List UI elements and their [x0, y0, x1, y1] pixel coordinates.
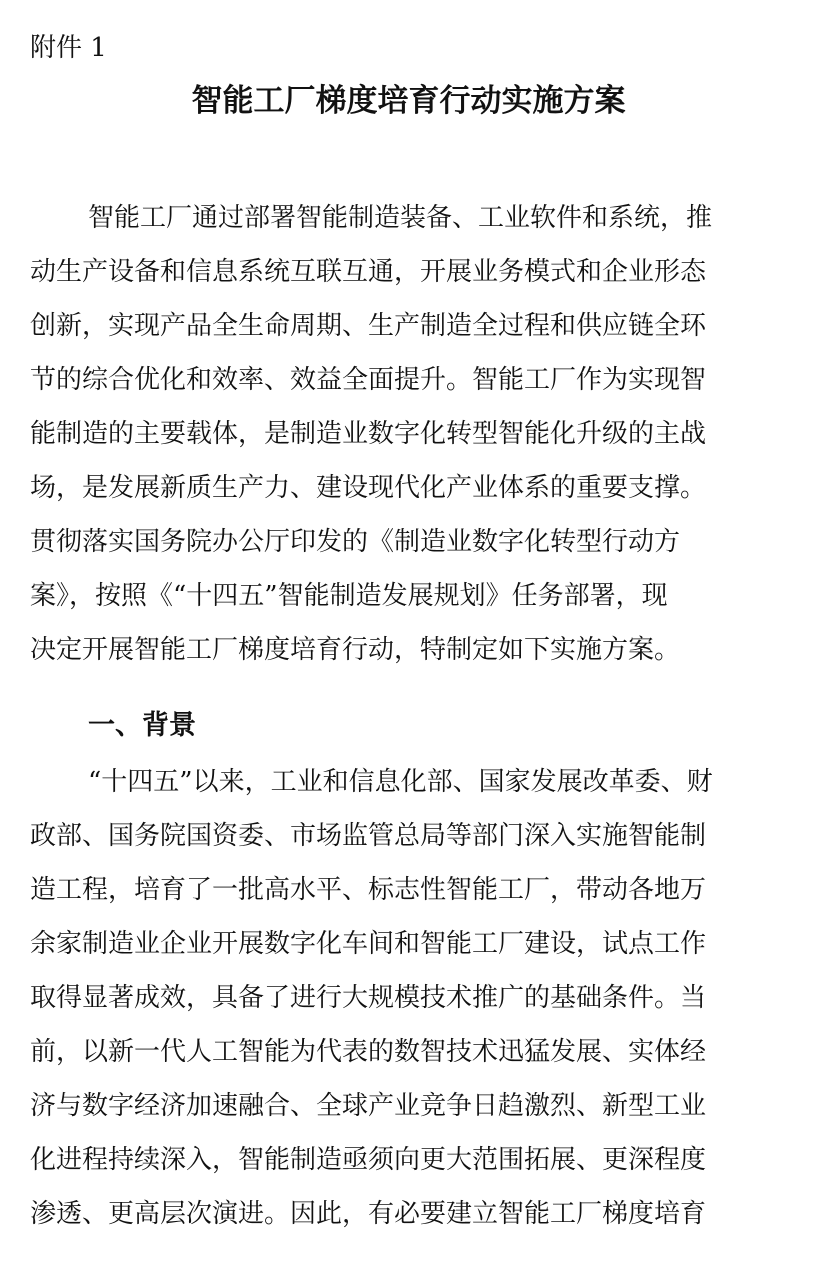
section-heading: 一、背景	[88, 710, 196, 741]
intro-line: 案》，按照《“十四五”智能制造发展规划》任务部署，现	[30, 581, 668, 611]
intro-line: 贯彻落实国务院办公厅印发的《制造业数字化转型行动方	[30, 527, 681, 557]
intro-line: 决定开展智能工厂梯度培育行动，特制定如下实施方案。	[30, 635, 681, 665]
background-line: “十四五”以来，工业和信息化部、国家发展改革委、财	[88, 767, 713, 797]
attachment-label: 附件 1	[30, 33, 107, 63]
intro-line: 智能工厂通过部署智能制造装备、工业软件和系统，推	[88, 203, 713, 233]
background-line: 取得显著成效，具备了进行大规模技术推广的基础条件。当	[30, 983, 707, 1013]
background-line: 济与数字经济加速融合、全球产业竞争日趋激烈、新型工业	[30, 1091, 707, 1121]
background-line: 余家制造业企业开展数字化车间和智能工厂建设，试点工作	[30, 929, 707, 959]
background-line: 前，以新一代人工智能为代表的数智技术迅猛发展、实体经	[30, 1037, 707, 1067]
background-line: 造工程，培育了一批高水平、标志性智能工厂，带动各地万	[30, 875, 707, 905]
intro-line: 能制造的主要载体，是制造业数字化转型智能化升级的主战	[30, 419, 707, 449]
background-line: 政部、国务院国资委、市场监管总局等部门深入实施智能制	[30, 821, 707, 851]
intro-line: 节的综合优化和效率、效益全面提升。智能工厂作为实现智	[30, 365, 707, 395]
background-line: 化进程持续深入，智能制造亟须向更大范围拓展、更深程度	[30, 1145, 707, 1175]
intro-line: 创新，实现产品全生命周期、生产制造全过程和供应链全环	[30, 311, 707, 341]
intro-line: 场，是发展新质生产力、建设现代化产业体系的重要支撑。	[30, 473, 707, 503]
intro-line: 动生产设备和信息系统互联互通，开展业务模式和企业形态	[30, 257, 707, 287]
background-line: 渗透、更高层次演进。因此，有必要建立智能工厂梯度培育	[30, 1199, 707, 1229]
document-title: 智能工厂梯度培育行动实施方案	[191, 83, 626, 119]
